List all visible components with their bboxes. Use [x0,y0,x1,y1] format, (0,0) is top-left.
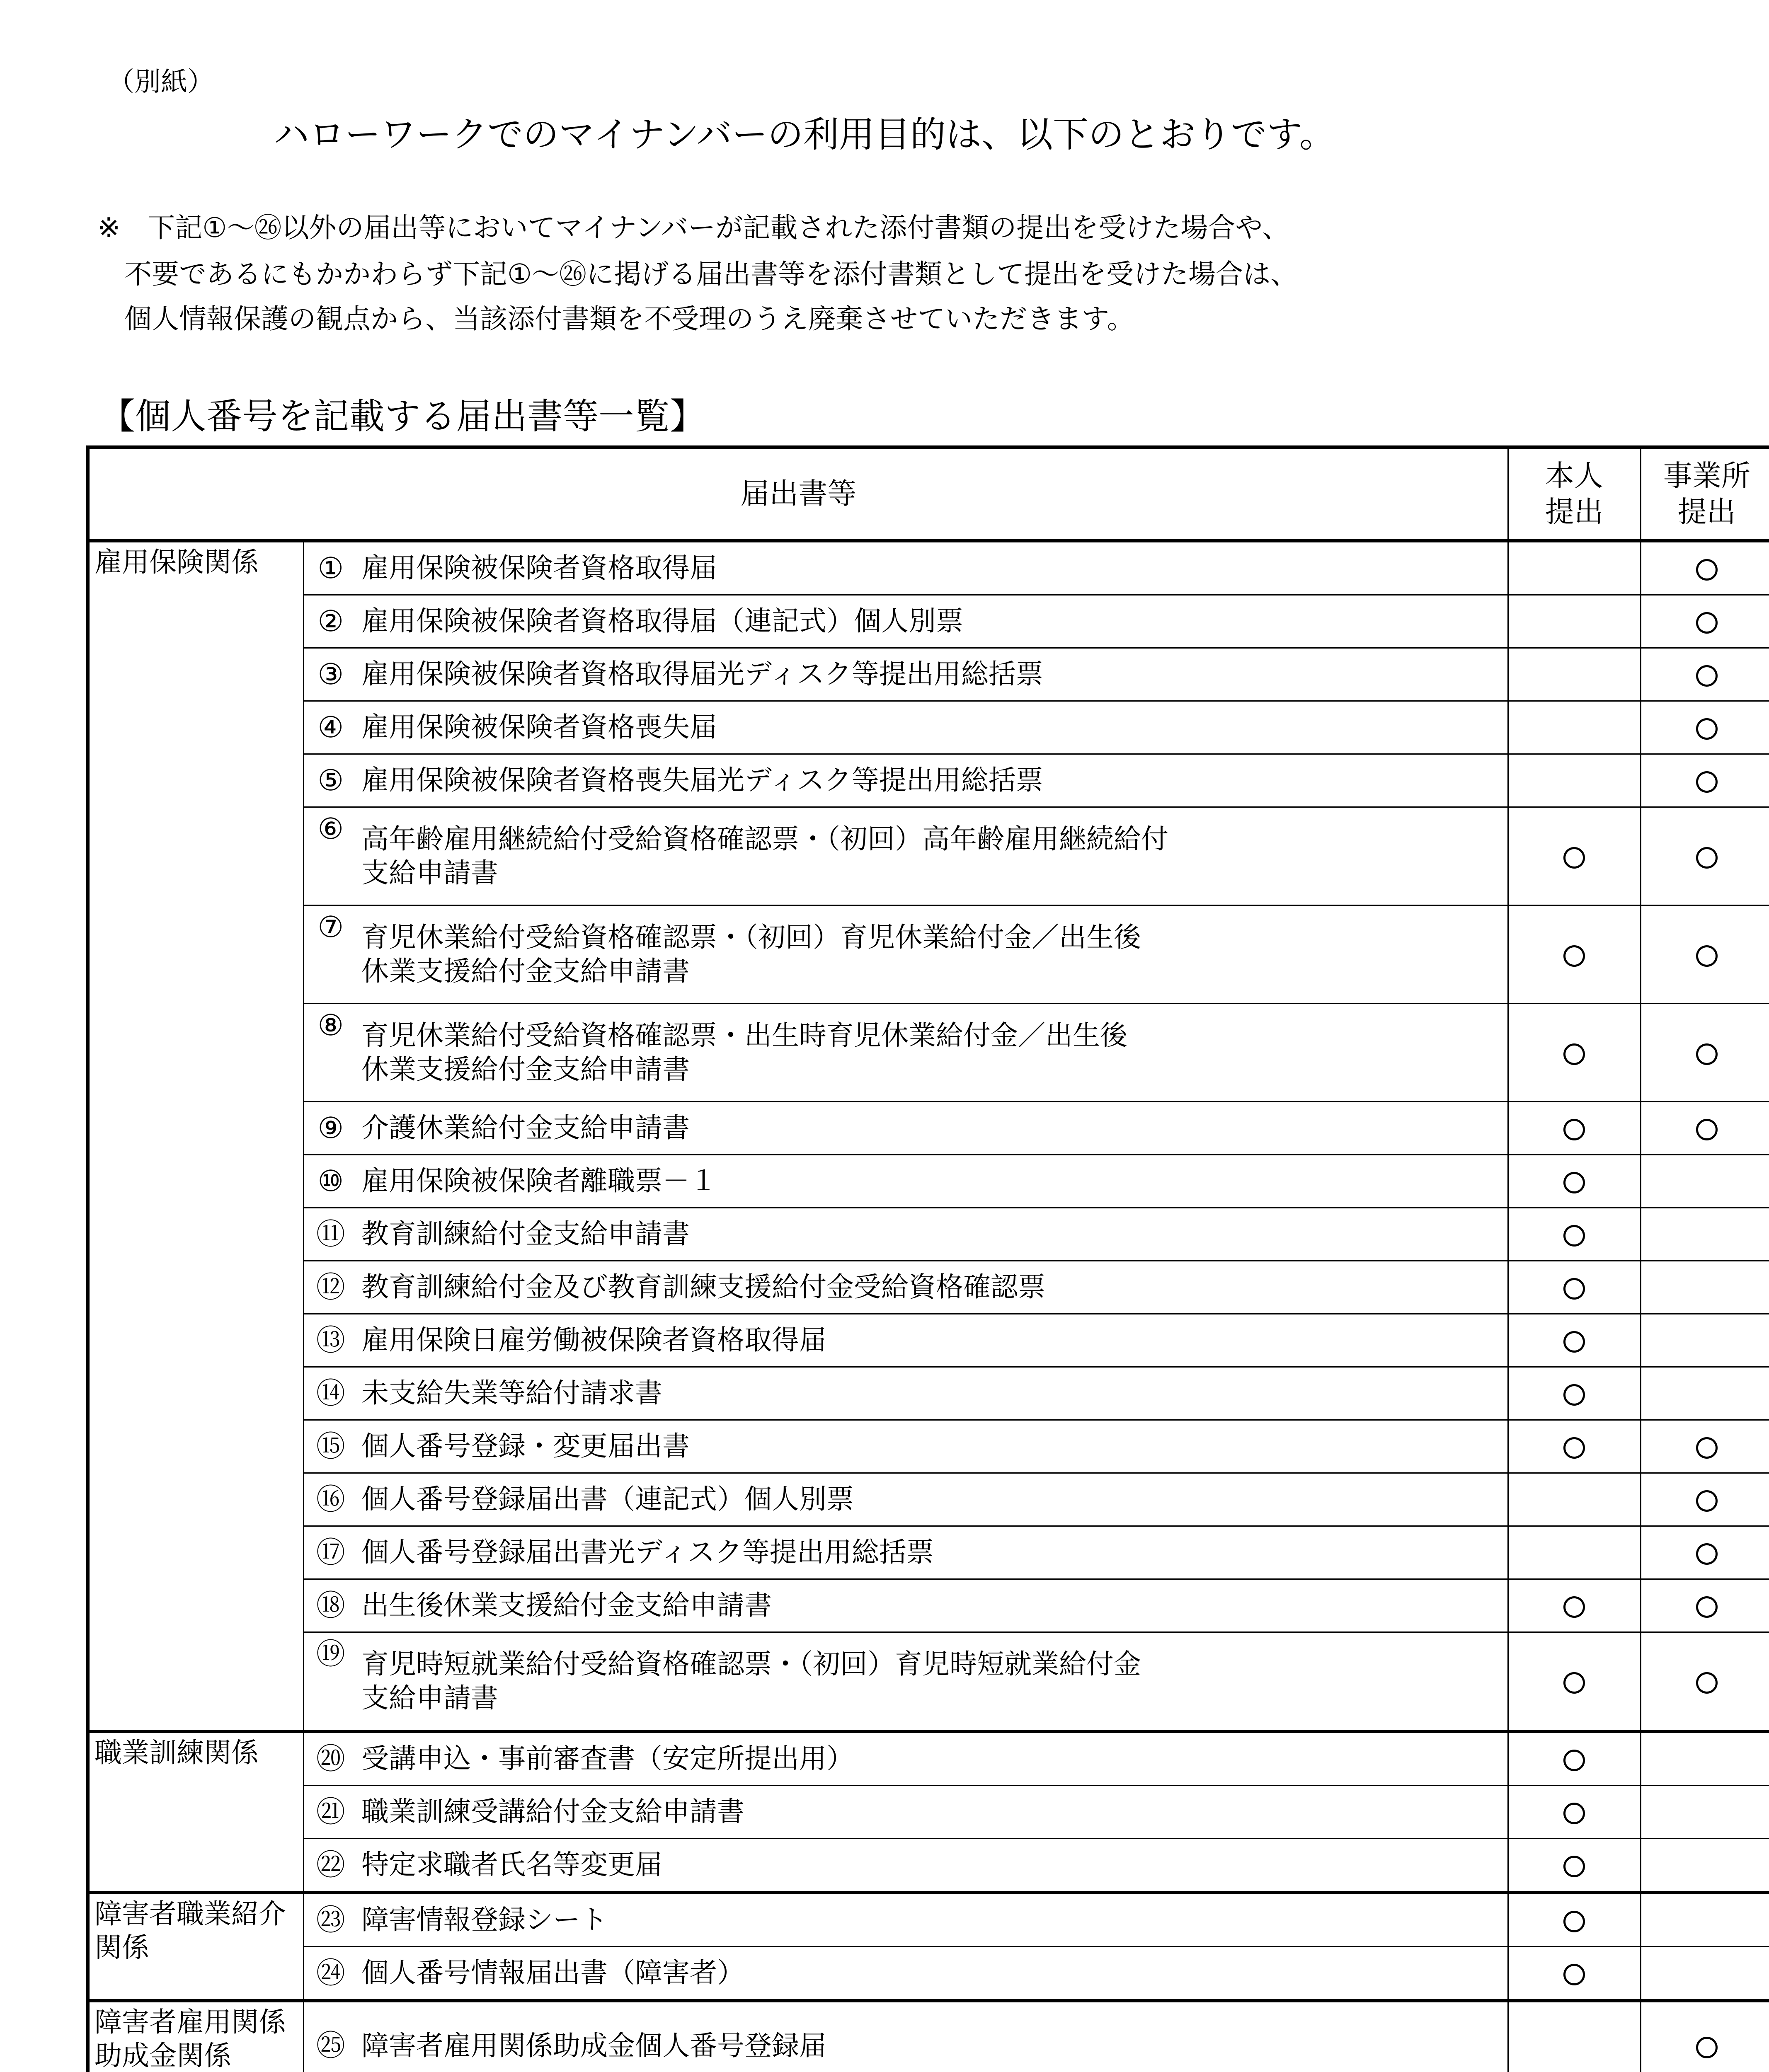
table-row [88,1893,1769,1947]
circle-mark-icon [1696,1119,1718,1140]
table-row [88,541,1769,595]
office-submit-cell [1641,2001,1769,2072]
office-submit-cell [1641,1420,1769,1473]
office-submit-cell [1641,1004,1769,1102]
form-number: ⑰ [303,1526,357,1579]
table-row [88,1155,1769,1208]
circle-mark-icon [1696,945,1718,967]
self-submit-cell [1508,541,1641,595]
table-row [88,807,1769,905]
circle-mark-icon [1696,1490,1718,1512]
form-name: 出生後休業支援給付金支給申請書 [357,1579,1508,1632]
self-submit-cell [1508,648,1641,701]
table-row [88,2001,1769,2072]
circle-mark-icon [1563,1331,1585,1353]
office-submit-cell [1641,1367,1769,1420]
circle-mark-icon [1696,1437,1718,1459]
circle-mark-icon [1563,1278,1585,1300]
table-row [88,595,1769,648]
form-number: ㉓ [303,1893,357,1947]
category-cell [88,1893,303,2001]
circle-mark-icon [1563,1911,1585,1932]
form-name: 障害者雇用関係助成金個人番号登録届 [357,2001,1508,2072]
self-submit-cell [1508,1786,1641,1839]
office-submit-cell [1641,1947,1769,2001]
self-submit-cell [1508,1632,1641,1732]
purpose-heading: ハローワークでのマイナンバーの利用目的は、以下のとおりです。 [274,114,1335,155]
self-submit-cell [1508,1526,1641,1579]
notice-line-3: 個人情報保護の観点から、当該添付書類を不受理のうえ廃棄させていただきます。 [124,303,1134,335]
self-submit-cell [1508,1947,1641,2001]
form-number: ⑬ [303,1314,357,1367]
form-number: ⑧ [303,1004,357,1102]
self-submit-cell [1508,1261,1641,1314]
form-number: ② [303,595,357,648]
table-row [88,1261,1769,1314]
form-name: 育児時短就業給付受給資格確認票・（初回）育児時短就業給付金 支給申請書 [357,1632,1508,1732]
form-number: ⑩ [303,1155,357,1208]
office-submit-cell [1641,1473,1769,1526]
circle-mark-icon [1563,1043,1585,1065]
office-submit-cell [1641,754,1769,807]
self-submit-cell [1508,1731,1641,1786]
category-cell [88,1731,303,1893]
table-row [88,1102,1769,1155]
form-number: ㉕ [303,2001,357,2072]
form-name: 未支給失業等給付請求書 [357,1367,1508,1420]
form-name: 受講申込・事前審査書（安定所提出用） [357,1731,1508,1786]
office-submit-cell [1641,1155,1769,1208]
form-number: ⑥ [303,807,357,905]
category-cell [88,2001,303,2072]
form-number: ㉑ [303,1786,357,1839]
circle-mark-icon [1563,1119,1585,1140]
table-row [88,1473,1769,1526]
self-submit-cell [1508,701,1641,754]
self-submit-cell [1508,1155,1641,1208]
form-number: ⑲ [303,1632,357,1732]
form-number: ⑯ [303,1473,357,1526]
circle-mark-icon [1563,1672,1585,1694]
circle-mark-icon [1563,1172,1585,1193]
office-submit-cell [1641,1839,1769,1893]
office-submit-cell [1641,807,1769,905]
category-label: 職業訓練関係 [95,1737,259,1769]
category-cell [88,541,303,1731]
office-submit-cell [1641,1102,1769,1155]
self-submit-cell [1508,1102,1641,1155]
form-number: ⑨ [303,1102,357,1155]
category-label: 雇用保険関係 [95,546,259,578]
self-submit-cell [1508,1579,1641,1632]
header-office: 事業所 提出 [1641,447,1769,541]
circle-mark-icon [1696,1043,1718,1065]
table-row [88,701,1769,754]
form-name: 雇用保険被保険者資格取得届（連記式）個人別票 [357,595,1508,648]
office-submit-cell [1641,1314,1769,1367]
table-row [88,1526,1769,1579]
form-name: 雇用保険被保険者離職票－１ [357,1155,1508,1208]
office-submit-cell [1641,701,1769,754]
self-submit-cell [1508,1314,1641,1367]
form-name: 雇用保険日雇労働被保険者資格取得届 [357,1314,1508,1367]
form-number: ⑫ [303,1261,357,1314]
circle-mark-icon [1696,1596,1718,1618]
self-submit-cell [1508,1893,1641,1947]
table-row [88,1839,1769,1893]
circle-mark-icon [1563,945,1585,967]
form-number: ③ [303,648,357,701]
office-submit-cell [1641,1579,1769,1632]
table-title: 【個人番号を記載する届出書等一覧】 [99,396,705,437]
table-row [88,1208,1769,1261]
form-name: 個人番号登録届出書（連記式）個人別票 [357,1473,1508,1526]
self-submit-cell [1508,2001,1641,2072]
table-row [88,1579,1769,1632]
circle-mark-icon [1696,612,1718,634]
form-name: 育児休業給付受給資格確認票・出生時育児休業給付金／出生後 休業支援給付金支給申請書 [357,1004,1508,1102]
table-row [88,754,1769,807]
form-number: ④ [303,701,357,754]
table-row [88,1314,1769,1367]
circle-mark-icon [1563,1964,1585,1985]
forms-table [86,445,1769,2072]
self-submit-cell [1508,595,1641,648]
circle-mark-icon [1563,1596,1585,1618]
office-submit-cell [1641,1893,1769,1947]
office-submit-cell [1641,1731,1769,1786]
office-submit-cell [1641,1786,1769,1839]
circle-mark-icon [1696,1543,1718,1565]
circle-mark-icon [1696,718,1718,740]
circle-mark-icon [1696,1672,1718,1694]
form-number: ⑤ [303,754,357,807]
circle-mark-icon [1563,1750,1585,1771]
table-row [88,1786,1769,1839]
form-number: ⑦ [303,905,357,1004]
self-submit-cell [1508,905,1641,1004]
category-label: 障害者雇用関係助成金関係 [95,2006,286,2072]
self-submit-cell [1508,1208,1641,1261]
office-submit-cell [1641,541,1769,595]
form-number: ① [303,541,357,595]
circle-mark-icon [1696,771,1718,793]
office-submit-cell [1641,905,1769,1004]
form-name: 雇用保険被保険者資格喪失届光ディスク等提出用総括票 [357,754,1508,807]
office-submit-cell [1641,1632,1769,1732]
table-row [88,1367,1769,1420]
form-name: 雇用保険被保険者資格喪失届 [357,701,1508,754]
office-submit-cell [1641,648,1769,701]
form-number: ⑳ [303,1731,357,1786]
form-name: 高年齢雇用継続給付受給資格確認票・（初回）高年齢雇用継続給付 支給申請書 [357,807,1508,905]
table-row [88,648,1769,701]
table-row [88,1632,1769,1732]
form-name: 個人番号登録届出書光ディスク等提出用総括票 [357,1526,1508,1579]
form-name: 介護休業給付金支給申請書 [357,1102,1508,1155]
circle-mark-icon [1563,1384,1585,1406]
form-name: 雇用保険被保険者資格取得届光ディスク等提出用総括票 [357,648,1508,701]
self-submit-cell [1508,1473,1641,1526]
self-submit-cell [1508,1839,1641,1893]
table-row [88,1947,1769,2001]
circle-mark-icon [1696,665,1718,687]
circle-mark-icon [1563,847,1585,869]
form-number: ⑭ [303,1367,357,1420]
office-submit-cell [1641,1526,1769,1579]
table-header-row [88,447,1769,541]
circle-mark-icon [1696,847,1718,869]
notice-line-1: ※ 下記①～㉖以外の届出等においてマイナンバーが記載された添付書類の提出を受けた場合や、 [97,212,1289,244]
form-name: 職業訓練受講給付金支給申請書 [357,1786,1508,1839]
header-forms: 届出書等 [88,447,1508,541]
form-name: 育児休業給付受給資格確認票・（初回）育児休業給付金／出生後 休業支援給付金支給申請書 [357,905,1508,1004]
table-row [88,1004,1769,1102]
table-row [88,905,1769,1004]
form-number: ㉔ [303,1947,357,2001]
form-name: 個人番号情報届出書（障害者） [357,1947,1508,2001]
category-label: 障害者職業紹介関係 [95,1898,286,1963]
form-name: 特定求職者氏名等変更届 [357,1839,1508,1893]
circle-mark-icon [1563,1803,1585,1824]
circle-mark-icon [1563,1856,1585,1877]
circle-mark-icon [1696,2037,1718,2058]
circle-mark-icon [1563,1437,1585,1459]
table-row [88,1420,1769,1473]
table-row [88,1731,1769,1786]
attachment-label: （別紙） [108,67,214,97]
office-submit-cell [1641,595,1769,648]
office-submit-cell [1641,1208,1769,1261]
self-submit-cell [1508,807,1641,905]
form-name: 雇用保険被保険者資格取得届 [357,541,1508,595]
self-submit-cell [1508,1367,1641,1420]
self-submit-cell [1508,1420,1641,1473]
header-self: 本人 提出 [1508,447,1641,541]
self-submit-cell [1508,1004,1641,1102]
form-name: 障害情報登録シート [357,1893,1508,1947]
form-number: ⑮ [303,1420,357,1473]
form-name: 教育訓練給付金及び教育訓練支援給付金受給資格確認票 [357,1261,1508,1314]
office-submit-cell [1641,1261,1769,1314]
notice-line-2: 不要であるにもかかわらず下記①～㉖に掲げる届出書等を添付書類として提出を受けた場合は、 [124,258,1298,290]
form-name: 個人番号登録・変更届出書 [357,1420,1508,1473]
circle-mark-icon [1563,1225,1585,1247]
self-submit-cell [1508,754,1641,807]
form-name: 教育訓練給付金支給申請書 [357,1208,1508,1261]
form-number: ⑱ [303,1579,357,1632]
form-number: ㉒ [303,1839,357,1893]
form-number: ⑪ [303,1208,357,1261]
circle-mark-icon [1696,559,1718,581]
